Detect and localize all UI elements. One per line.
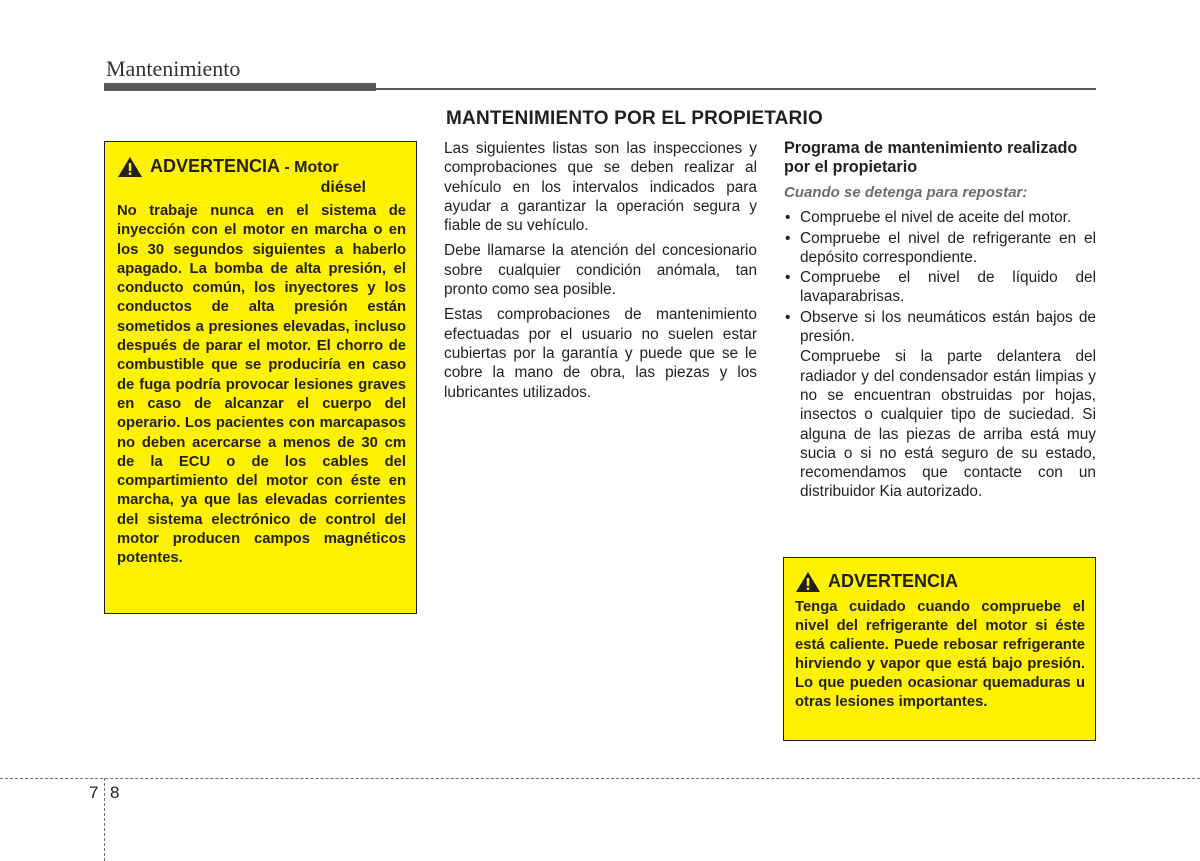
subsection-subheading: Cuando se detenga para repostar: — [784, 184, 1028, 201]
header-rule-thin — [376, 88, 1096, 90]
warning-body: No trabaje nunca en el sistema de inyección con el motor en marcha o en los 30 segundos siguientes a haberlo apagado. La bomba de alta presión, el conducto común, los inyectores y los conductos de alta presión están sometidos a presiones elevadas, incluso después de parar el motor. El chorro de combustible que se produciría en caso de fuga podría provocar lesiones graves en caso de alcanzar el cuerpo del operario. Los pacientes con marcapasos no deben acercarse a menos de 30 cm de la ECU o de los cables del compartimiento del motor con éste en marcha, ya que las elevadas corrientes del sistema electrónico de control del motor producen campos magnéticos potentes. — [117, 203, 406, 567]
page-number: 8 — [110, 783, 120, 802]
list-item: • Compruebe el nivel de líquido del lavaparabrisas. — [784, 268, 1096, 307]
warning-title-sub: - Motor — [284, 159, 339, 176]
subsection-heading: Programa de mantenimiento realizado por el propietario — [784, 139, 1078, 176]
paragraph: Estas comprobaciones de mantenimiento efectuadas por el usuario no suelen estar cubiertas por la garantía y puede que se le cobre la mano de obra, las piezas y los lubricantes utilizados. — [444, 306, 757, 401]
main-heading: MANTENIMIENTO POR EL PROPIETARIO — [446, 108, 823, 129]
header-rule-thick — [104, 83, 376, 91]
paragraph: Debe llamarse la atención del concesionario sobre cualquier condición anómala, tan pronto como sea posible. — [444, 242, 757, 299]
warning-triangle-icon — [795, 571, 821, 593]
warning-title-sub2: diésel — [320, 179, 366, 196]
chapter-number: 7 — [89, 783, 99, 802]
list-item: • Observe si los neumáticos están bajos de presión. — [784, 308, 1096, 347]
warning-title-label: ADVERTENCIA — [150, 156, 280, 176]
warning-body: Tenga cuidado cuando compruebe el nivel del refrigerante del motor si éste está caliente. Puede rebosar refrigerante hirviendo y vapor que está bajo presión. Lo que pueden ocasionar quemaduras u otras lesiones importantes. — [795, 599, 1085, 710]
footer-rule — [0, 778, 1200, 779]
warning-triangle-icon — [117, 156, 143, 178]
warning-box-diesel — [104, 141, 417, 614]
list-item-detail: Compruebe si la parte delantera del radiador y del condensador están limpias y no se encuentran obstruidas por hojas, insectos o cualquier tipo de suciedad. Si alguna de las piezas de arriba está muy sucia o si no está seguro de su estado, recomendamos que contacte con un distribuidor Kia autorizado. — [800, 348, 1096, 501]
warning-box-coolant — [783, 557, 1096, 741]
list-item: • Compruebe el nivel de aceite del motor. — [784, 208, 1096, 227]
list-item: • Compruebe el nivel de refrigerante en el depósito correspondiente. — [784, 229, 1096, 268]
footer-divider — [104, 778, 105, 861]
warning-title-label: ADVERTENCIA — [828, 571, 959, 591]
warning-title — [117, 156, 406, 178]
section-title: Mantenimiento — [106, 56, 241, 81]
right-column — [784, 139, 1096, 508]
checklist — [784, 208, 1096, 346]
warning-title — [795, 571, 1085, 593]
middle-column — [444, 139, 757, 408]
paragraph: Las siguientes listas son las inspecciones y comprobaciones que se deben realizar al vehículo en los intervalos indicados para ayudar a garantizar la operación segura y fiable de su vehículo. — [444, 140, 757, 235]
